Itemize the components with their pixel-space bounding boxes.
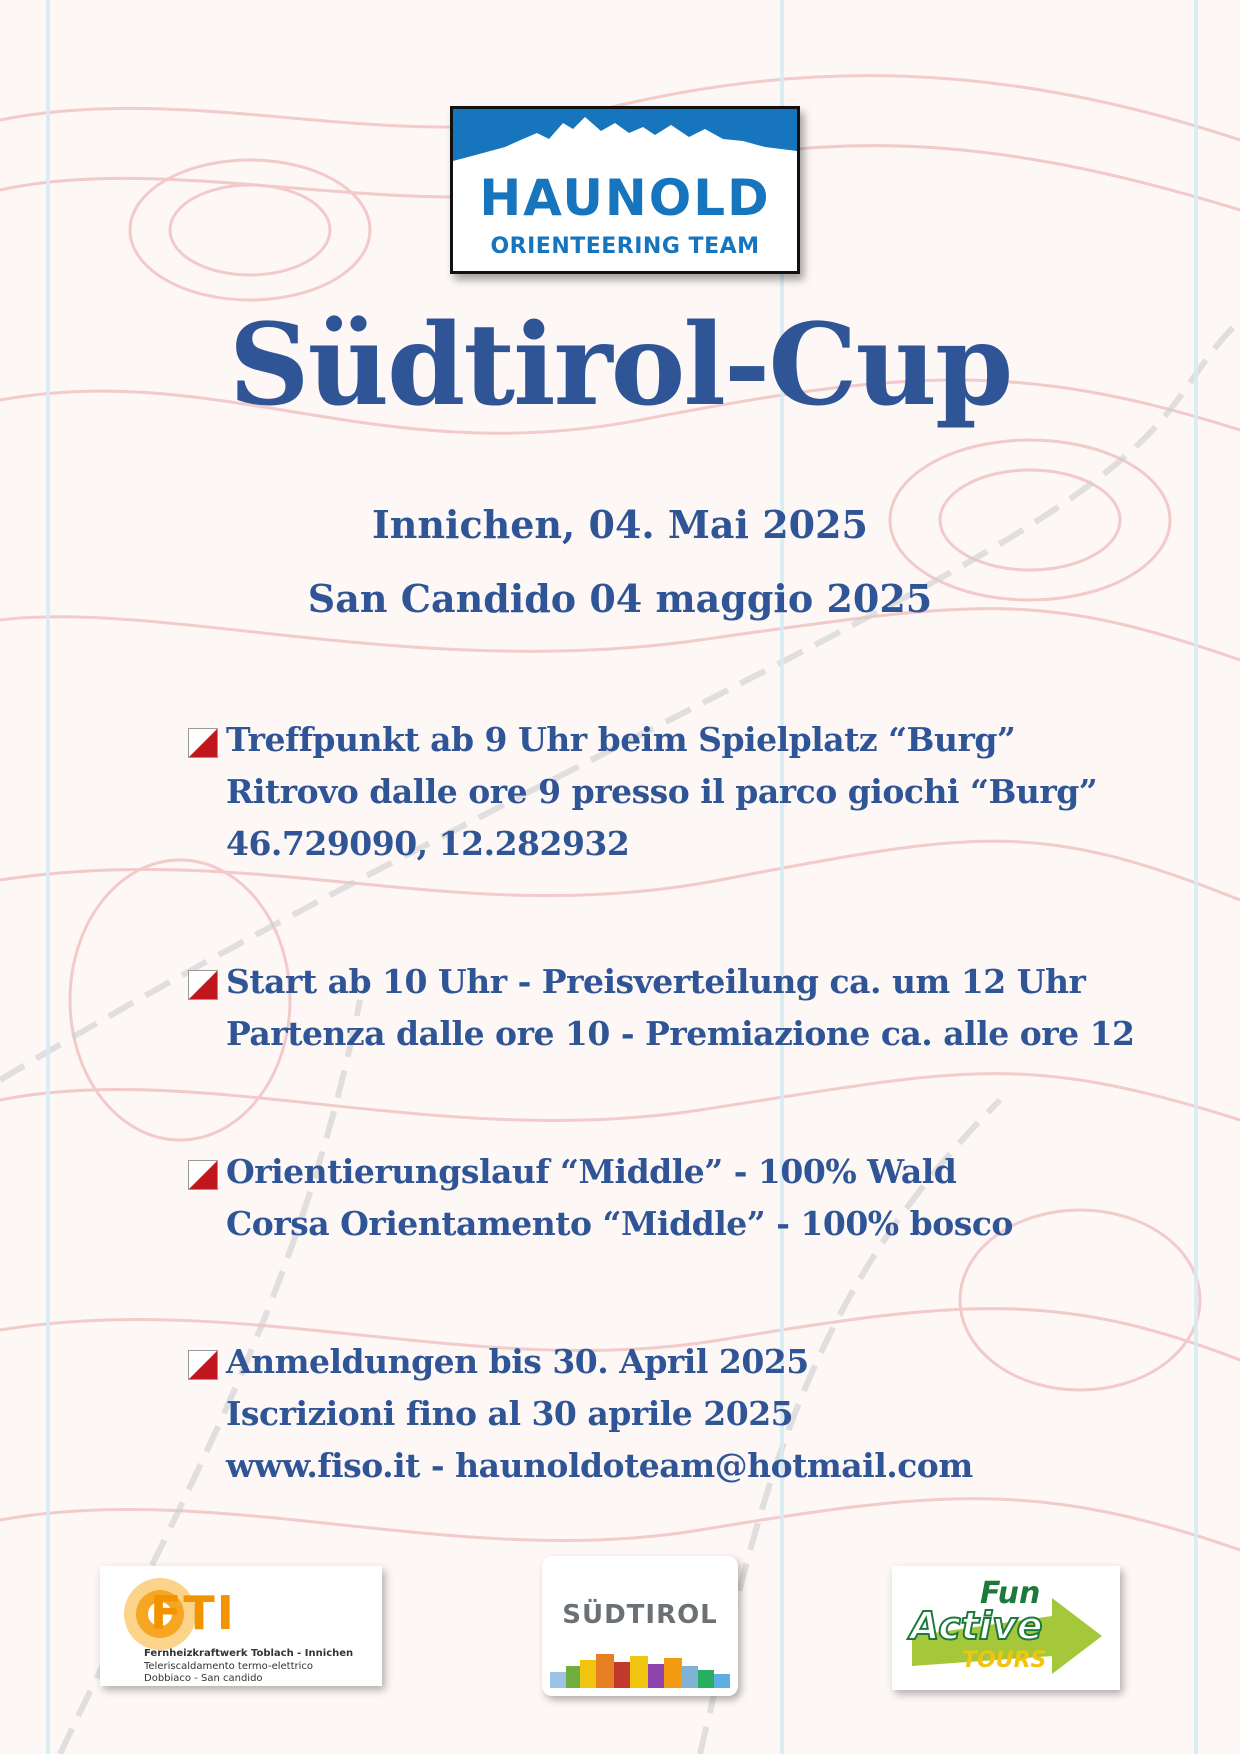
control-flag-icon bbox=[188, 1350, 218, 1380]
info-line: Corsa Orientamento “Middle” - 100% bosco bbox=[226, 1204, 1013, 1243]
control-flag-icon bbox=[188, 1160, 218, 1190]
suedtirol-name: SÜDTIROL bbox=[562, 1600, 718, 1630]
info-line: Orientierungslauf “Middle” - 100% Wald bbox=[226, 1152, 957, 1191]
info-line: Iscrizioni fino al 30 aprile 2025 bbox=[226, 1394, 794, 1433]
info-meeting-point bbox=[188, 714, 1097, 870]
info-race-type bbox=[188, 1146, 1013, 1250]
control-flag-icon bbox=[188, 970, 218, 1000]
fti-line-2: Teleriscaldamento termo-elettrico bbox=[144, 1661, 314, 1672]
info-line: Start ab 10 Uhr - Preisverteilung ca. um 12 Uhr bbox=[226, 962, 1086, 1001]
sponsor-funactive-logo bbox=[892, 1566, 1120, 1690]
info-line: Anmeldungen bis 30. April 2025 bbox=[226, 1342, 809, 1381]
info-line: Ritrovo dalle ore 9 presso il parco giochi “Burg” bbox=[226, 772, 1098, 811]
info-line: Treffpunkt ab 9 Uhr beim Spielplatz “Burg” bbox=[226, 720, 1016, 759]
info-line: Partenza dalle ore 10 - Premiazione ca. alle ore 12 bbox=[226, 1014, 1135, 1053]
fti-line-3: Dobbiaco - San candido bbox=[144, 1673, 263, 1684]
sponsor-suedtirol-logo bbox=[542, 1556, 738, 1696]
date-german: Innichen, 04. Mai 2025 bbox=[372, 502, 868, 547]
fti-name: FTI bbox=[150, 1586, 236, 1640]
funactive-word-2: Active bbox=[910, 1604, 1043, 1648]
logo-title: HAUNOLD bbox=[479, 169, 771, 227]
logo-subtitle: ORIENTEERING TEAM bbox=[490, 234, 760, 259]
sponsor-fti-logo bbox=[100, 1566, 382, 1686]
funactive-word-3: TOURS bbox=[962, 1648, 1047, 1673]
suedtirol-mountain-stripes-icon bbox=[550, 1650, 730, 1688]
info-line: www.fiso.it - haunoldoteam@hotmail.com bbox=[226, 1446, 973, 1485]
mountain-skyline bbox=[453, 109, 797, 171]
haunold-logo bbox=[450, 106, 800, 274]
funactive-word-1: Fun bbox=[980, 1576, 1041, 1611]
info-line: 46.729090, 12.282932 bbox=[226, 824, 630, 863]
info-start-time bbox=[188, 956, 1135, 1060]
fti-line-1: Fernheizkraftwerk Toblach - Innichen bbox=[144, 1648, 354, 1659]
info-registration bbox=[188, 1336, 973, 1492]
page-title: Südtirol-Cup bbox=[228, 300, 1012, 431]
control-flag-icon bbox=[188, 728, 218, 758]
date-italian: San Candido 04 maggio 2025 bbox=[307, 576, 933, 621]
